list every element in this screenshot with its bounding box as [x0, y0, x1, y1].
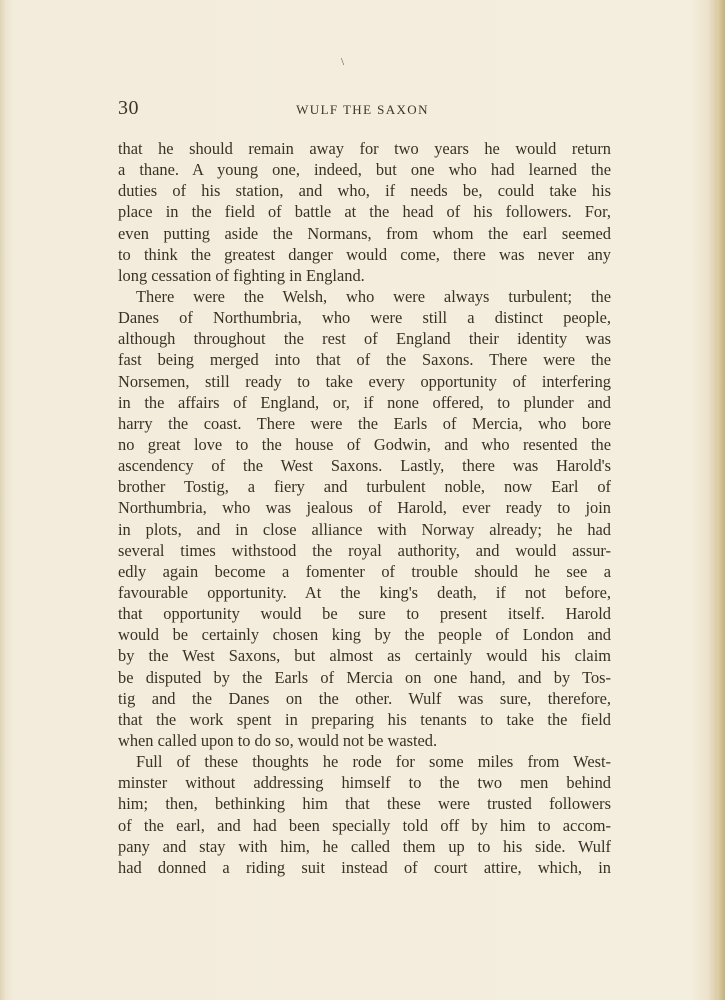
- text-line: him; then, bethinking him that these were trusted followers: [118, 794, 611, 814]
- text-line: be disputed by the Earls of Mercia on one hand, and by Tos-: [118, 667, 611, 687]
- text-line: Danes of Northumbria, who were still a distinct people,: [118, 308, 611, 328]
- text-line: that opportunity would be sure to present itself. Harold: [118, 604, 611, 624]
- body-text: [118, 138, 611, 878]
- text-line: by the West Saxons, but almost as certainly would his claim: [118, 646, 611, 666]
- paragraph-first-line: Full of these thoughts he rode for some miles from West-: [136, 752, 611, 772]
- text-line: although throughout the rest of England their identity was: [118, 329, 611, 349]
- text-line: long cessation of fighting in England.: [118, 265, 365, 285]
- text-line: minster without addressing himself to the two men behind: [118, 773, 611, 793]
- text-line: harry the coast. There were the Earls of Mercia, who bore: [118, 413, 611, 433]
- paragraph-first-line: There were the Welsh, who were always turbulent; the: [136, 286, 611, 306]
- printer-mark: \: [341, 56, 345, 68]
- text-line: edly again become a fomenter of trouble should he see a: [118, 561, 611, 581]
- text-line: when called upon to do so, would not be wasted.: [118, 730, 438, 750]
- text-line: tig and the Danes on the other. Wulf was sure, therefore,: [118, 688, 611, 708]
- text-line: that he should remain away for two years he would return: [118, 139, 611, 158]
- text-line: duties of his station, and who, if needs be, could take his: [118, 181, 611, 201]
- text-line: that the work spent in preparing his tenants to take the field: [118, 709, 611, 729]
- text-line: in plots, and in close alliance with Norway already; he had: [118, 519, 611, 539]
- text-line: several times withstood the royal authority, and would assur-: [118, 540, 611, 560]
- text-line: would be certainly chosen king by the people of London and: [118, 625, 611, 645]
- text-line: had donned a riding suit instead of court attire, which, in: [118, 857, 611, 877]
- text-line: Norsemen, still ready to take every opportunity of interfering: [118, 371, 611, 391]
- text-line: of the earl, and had been specially told off by him to accom-: [118, 815, 611, 835]
- text-line: place in the field of battle at the head of his followers. For,: [118, 202, 611, 222]
- text-line: even putting aside the Normans, from whom the earl seemed: [118, 223, 611, 243]
- text-line: to think the greatest danger would come, there was never any: [118, 244, 611, 264]
- text-line: no great love to the house of Godwin, and who resented the: [118, 434, 611, 454]
- text-line: Northumbria, who was jealous of Harold, ever ready to join: [118, 498, 611, 518]
- running-title: WULF THE SAXON: [296, 102, 429, 117]
- text-line: pany and stay with him, he called them up to his side. Wulf: [118, 836, 611, 856]
- text-line: in the affairs of England, or, if none offered, to plunder and: [118, 392, 611, 412]
- text-line: ascendency of the West Saxons. Lastly, there was Harold's: [118, 456, 611, 476]
- page-number: 30: [118, 97, 139, 119]
- text-line: favourable opportunity. At the king's death, if not before,: [118, 582, 611, 602]
- text-line: a thane. A young one, indeed, but one who had learned the: [118, 160, 611, 180]
- text-line: brother Tostig, a fiery and turbulent noble, now Earl of: [118, 477, 611, 497]
- page-gutter-shadow: [0, 0, 6, 1000]
- page-edge-shadow: [717, 0, 725, 1000]
- text-line: fast being merged into that of the Saxons. There were the: [118, 350, 611, 370]
